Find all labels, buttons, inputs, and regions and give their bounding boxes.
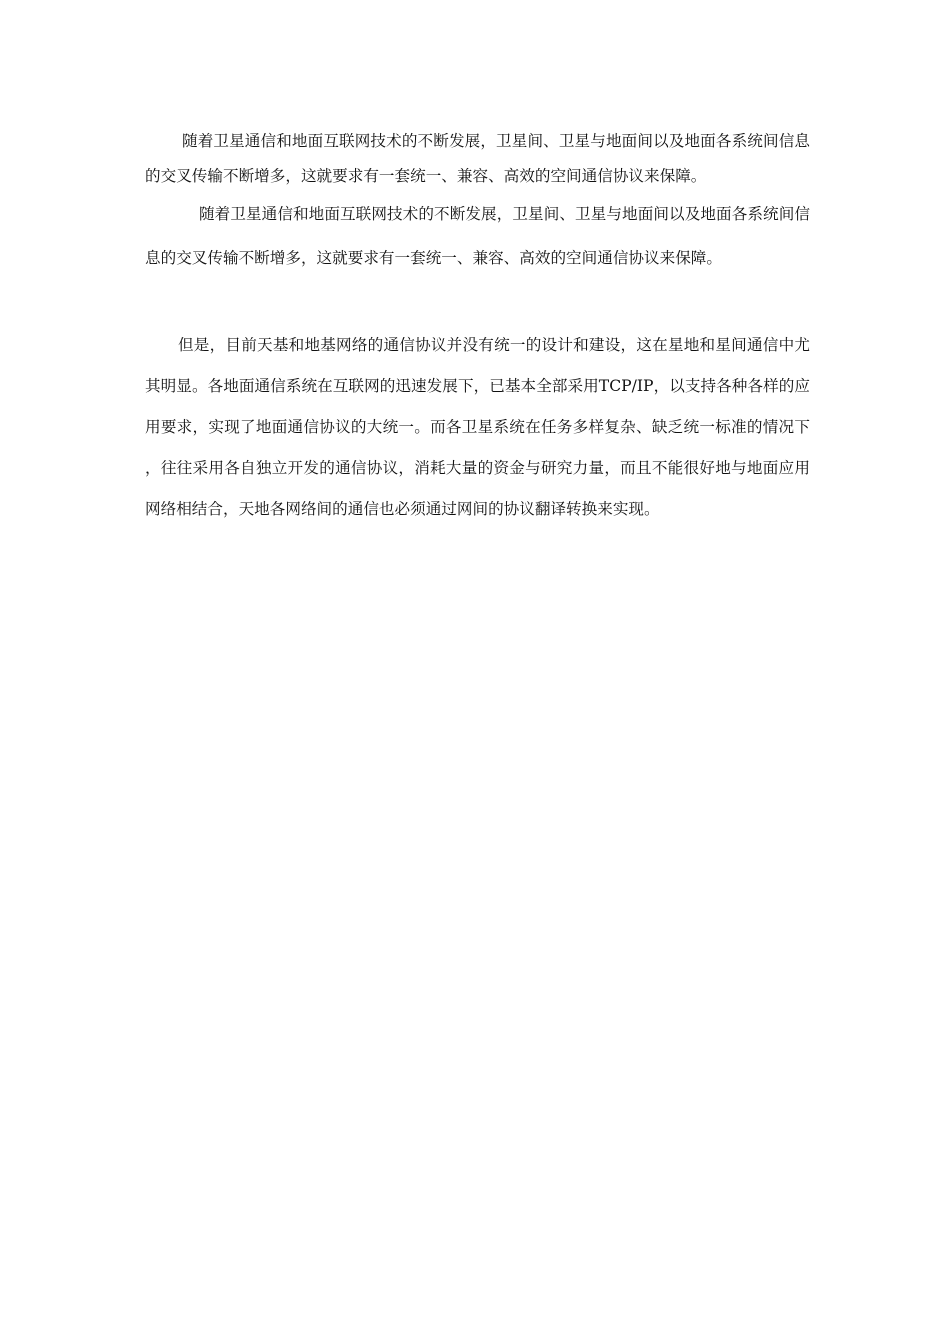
paragraph-intro: 随着卫星通信和地面互联网技术的不断发展，卫星间、卫星与地面间以及地面各系统间信息的交叉传输不断增多，这就要求有一套统一、兼容、高效的空间通信协议来保障。 (145, 132, 810, 185)
paragraph-intro-repeat: 随着卫星通信和地面互联网技术的不断发展，卫星间、卫星与地面间以及地面各系统间信息的交叉传输不断增多，这就要求有一套统一、兼容、高效的空间通信协议来保障。 (145, 205, 810, 267)
paragraph-protocol-issue: 但是，目前天基和地基网络的通信协议并没有统一的设计和建设，这在星地和星间通信中尤其明显。各地面通信系统在互联网的迅速发展下，已基本全部采用TCP/IP，以支持各种各样的应用要求，实现了地面通信协议的大统一。而各卫星系统在任务多样复杂、缺乏统一标准的情况下，往往采用各自独立开发的通信协议，消耗大量的资金与研究力量，而且不能很好地与地面应用网络相结合，天地各网络间的通信也必须通过网间的协议翻译转换来实现。 (145, 336, 810, 518)
